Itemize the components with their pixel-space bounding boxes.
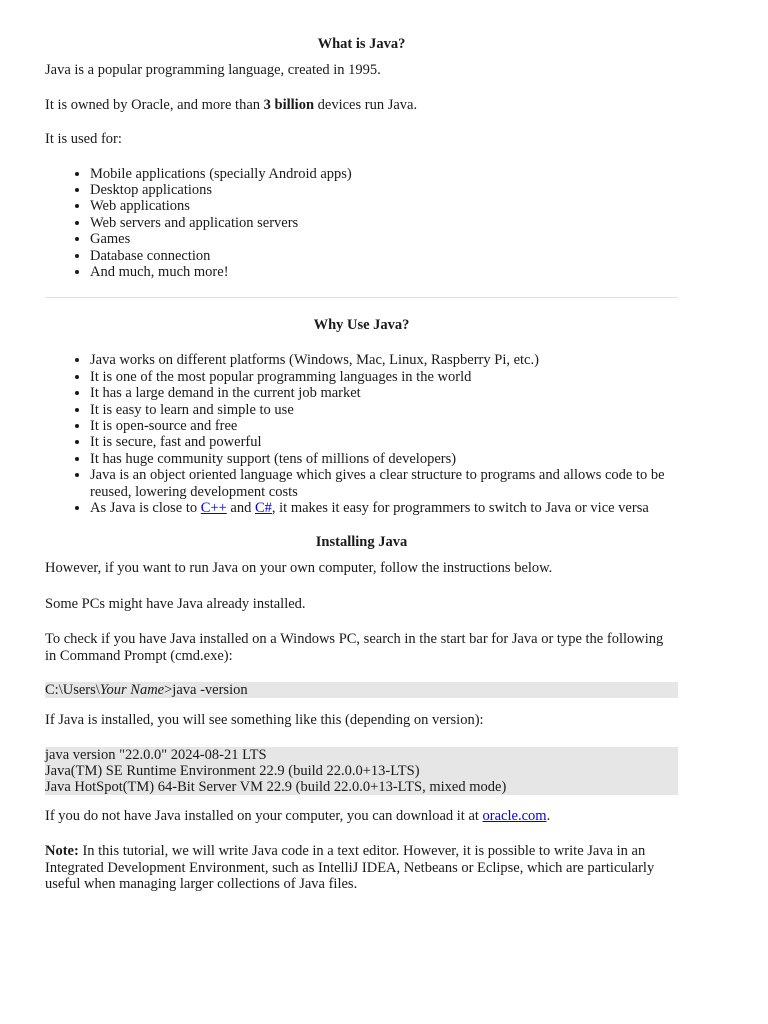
- document-content: [45, 36, 678, 893]
- owned-suffix: devices run Java.: [314, 96, 418, 113]
- cpp-link[interactable]: C++: [200, 500, 227, 516]
- list-item: • Java works on different platforms (Windows, Mac, Linux, Raspberry Pi, etc.): [90, 352, 678, 368]
- cmd-italic: Your Name: [99, 682, 165, 699]
- install-paragraph-4: If Java is installed, you will see something like this (depending on version):: [45, 712, 484, 729]
- note-label: Note:: [45, 843, 79, 860]
- owned-prefix: It is owned by Oracle, and more than: [45, 96, 264, 113]
- list-item: • Web applications: [90, 198, 678, 214]
- reason-suffix: , it makes it easy for programmers to switch to Java or vice versa: [271, 500, 649, 516]
- heading-why-use-java: Why Use Java?: [313, 317, 410, 334]
- install-paragraph-3: To check if you have Java installed on a Windows PC, search in the start bar for Java or type the following in Command Prompt (cmd.exe):: [45, 631, 664, 664]
- reasons-list: [45, 352, 678, 516]
- command-code-block: [45, 682, 678, 698]
- reason-prefix: As Java is close to: [90, 500, 201, 516]
- reason-middle: and: [226, 500, 255, 516]
- list-item: • It is open-source and free: [90, 418, 678, 434]
- list-item: • And much, much more!: [90, 264, 678, 280]
- list-item: [90, 500, 678, 516]
- cmd-prefix: C:\Users\: [45, 682, 100, 699]
- output-code-block: [45, 747, 678, 795]
- note-text: In this tutorial, we will write Java code in a text editor. However, it is possible to write Java in an Integrated Development Environment, such as IntelliJ IDEA, Netbeans or Eclipse, which are particularly useful when managing larger collections of Java files.: [45, 843, 655, 893]
- list-item: • Database connection: [90, 248, 678, 264]
- download-paragraph: [45, 808, 678, 825]
- heading-installing-java: Installing Java: [315, 534, 408, 551]
- owned-paragraph: [45, 97, 678, 114]
- note-paragraph: [45, 843, 678, 893]
- section-divider: [45, 297, 678, 298]
- list-item: • Games: [90, 231, 678, 247]
- list-item: • Java is an object oriented language which gives a clear structure to programs and allows code to be reused, lowering development costs: [90, 467, 678, 500]
- owned-bold: 3 billion: [263, 96, 315, 113]
- output-line: Java(TM) SE Runtime Environment 22.9 (build 22.0.0+13-LTS): [45, 762, 420, 779]
- used-for-label: It is used for:: [45, 131, 122, 147]
- intro-paragraph: Java is a popular programming language, created in 1995.: [45, 62, 381, 78]
- download-suffix: .: [546, 807, 551, 824]
- output-line: Java HotSpot(TM) 64-Bit Server VM 22.9 (build 22.0.0+13-LTS, mixed mode): [45, 778, 507, 795]
- install-paragraph-1: However, if you want to run Java on your own computer, follow the instructions below.: [45, 560, 553, 577]
- uses-list: [45, 166, 678, 281]
- csharp-link[interactable]: C#: [254, 500, 272, 516]
- list-item: • Web servers and application servers: [90, 215, 678, 231]
- install-paragraph-2: Some PCs might have Java already installed.: [45, 595, 306, 612]
- list-item: • Mobile applications (specially Android apps): [90, 166, 678, 182]
- download-prefix: If you do not have Java installed on your computer, you can download it at: [45, 807, 483, 824]
- list-item: • It has huge community support (tens of millions of developers): [90, 451, 678, 467]
- heading-what-is-java: What is Java?: [317, 36, 406, 52]
- list-item: • Desktop applications: [90, 182, 678, 198]
- output-line: java version "22.0.0" 2024-08-21 LTS: [45, 746, 267, 763]
- list-item: • It has a large demand in the current job market: [90, 385, 678, 401]
- list-item: • It is secure, fast and powerful: [90, 434, 678, 450]
- list-item: • It is one of the most popular programming languages in the world: [90, 369, 678, 385]
- oracle-link[interactable]: oracle.com: [482, 807, 547, 824]
- cmd-suffix: >java -version: [164, 682, 248, 699]
- list-item: • It is easy to learn and simple to use: [90, 402, 678, 418]
